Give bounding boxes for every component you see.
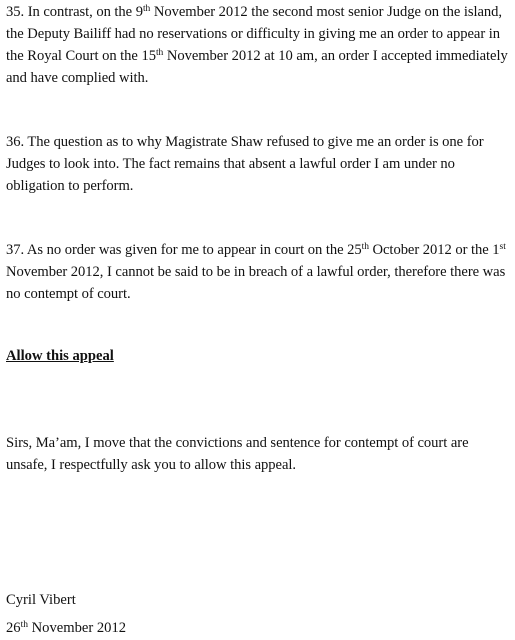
paragraph-36: 36. The question as to why Magistrate Shaw refused to give me an order is one for Judges to look into. The fact remains that absent a lawful order I am under no obligation to perform.	[6, 134, 484, 194]
paragraph-37-text-part-2: October 2012 or the 1	[368, 242, 500, 258]
paragraph-37	[6, 239, 509, 305]
paragraph-35	[6, 1, 509, 89]
paragraph-35-text-part-2: November 2012 the second most senior Judge on the island, the Deputy Bailiff had no reservations or difficulty in giving me an order to appear in the Royal Court on the 15	[6, 4, 503, 64]
paragraph-37-superscript-1: th	[361, 242, 369, 252]
paragraph-35-text-part-1: 35. In contrast, on the 9	[6, 4, 143, 20]
paragraph-35-superscript-1: th	[142, 4, 151, 14]
paragraph-35-text-part-3: November 2012 at 10 am, an order I accepted immediately and have complied with.	[6, 48, 508, 86]
paragraph-35-superscript-2: th	[155, 48, 164, 58]
paragraph-37-superscript-2: st	[499, 242, 506, 252]
closing-paragraph: Sirs, Ma’am, I move that the convictions and sentence for contempt of court are unsafe, I respectfully ask you to allow this appeal.	[6, 435, 469, 473]
document-date	[6, 617, 126, 639]
date-day-suffix: th	[20, 620, 28, 630]
date-day: 26	[6, 620, 21, 636]
paragraph-37-text-part-1: 37. As no order was given for me to appear in court on the 25	[6, 242, 362, 258]
date-month-year: November 2012	[27, 620, 127, 636]
section-heading: Allow this appeal	[6, 348, 114, 364]
paragraph-37-text-part-3: November 2012, I cannot be said to be in breach of a lawful order, therefore there was no contempt of court.	[6, 264, 506, 302]
signature-name: Cyril Vibert	[6, 592, 76, 608]
